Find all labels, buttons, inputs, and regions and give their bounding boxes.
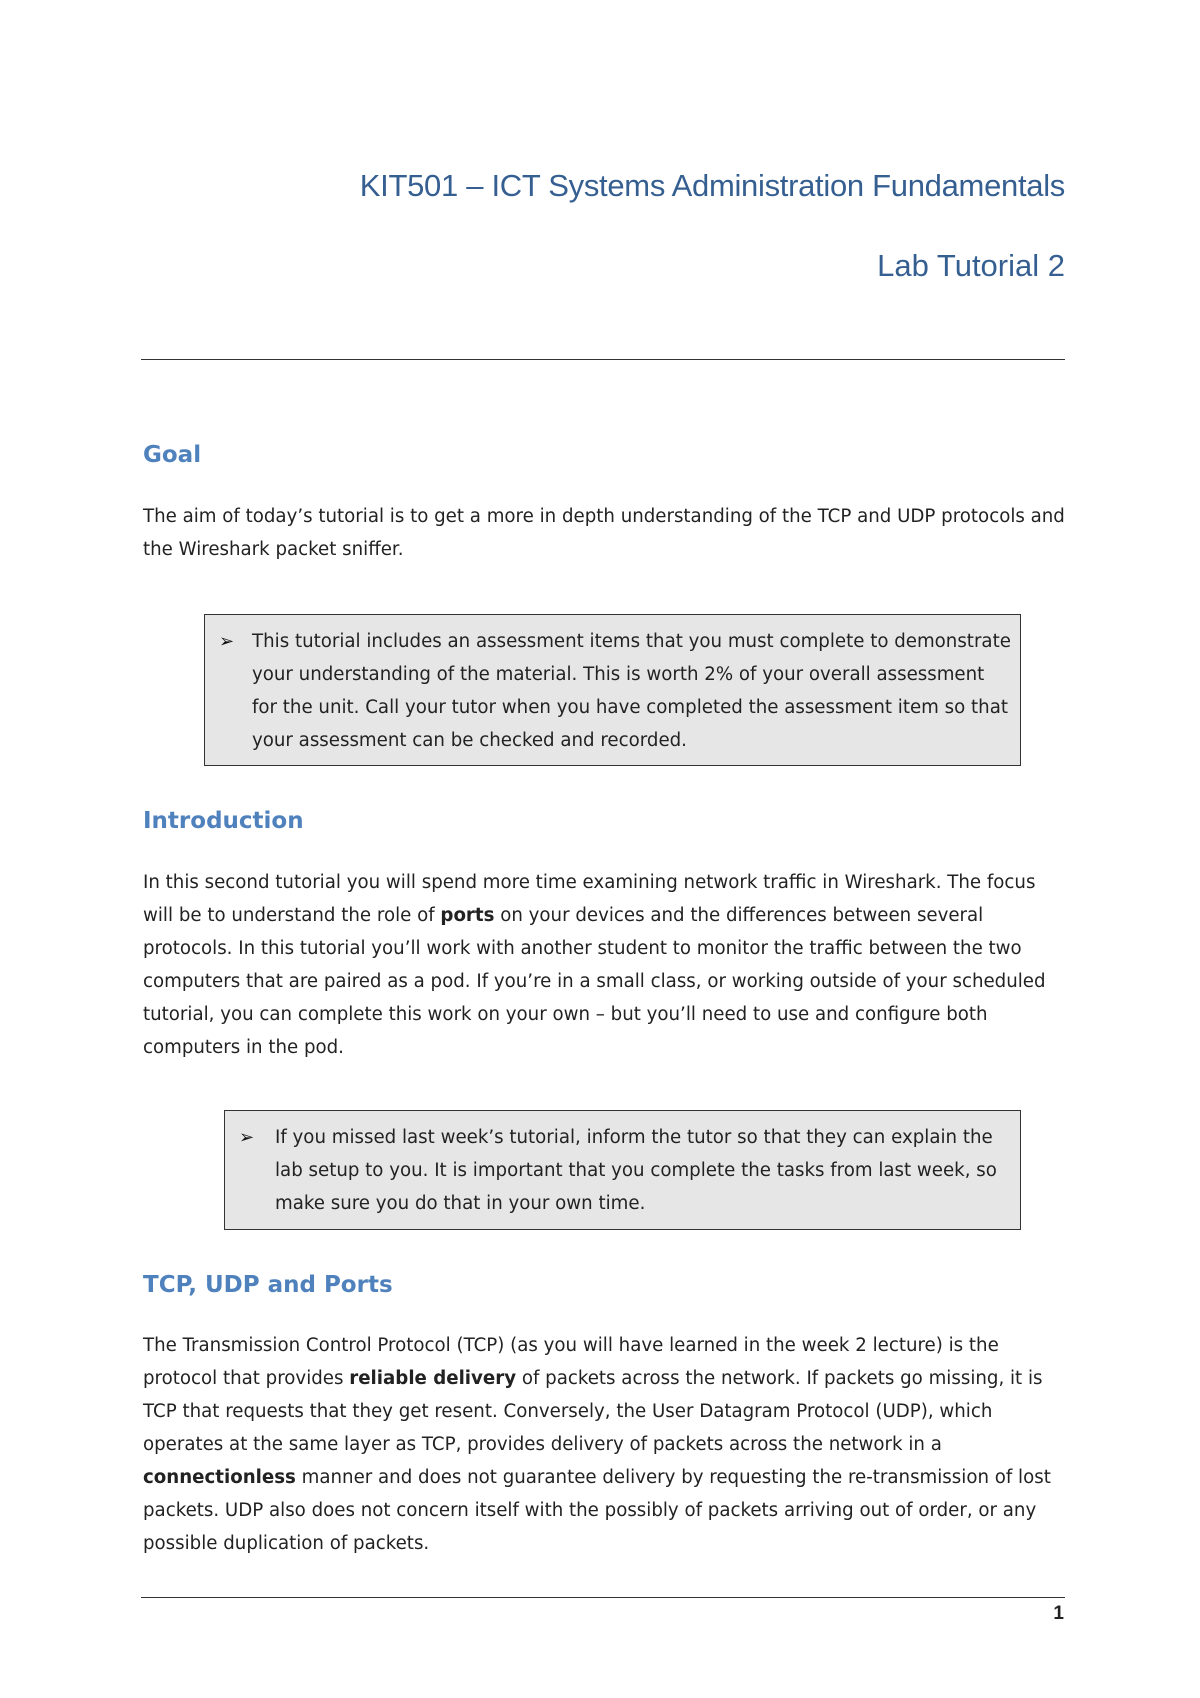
assessment-callout bbox=[204, 614, 1021, 766]
document-title: KIT501 – ICT Systems Administration Fundamentals bbox=[359, 168, 1065, 203]
introduction-text-1: In this second tutorial you will spend more time examining network traffic in Wireshark. The focus will be to understand the role of bbox=[143, 872, 1036, 926]
ports-emphasis: ports bbox=[440, 905, 495, 926]
reliable-delivery-emphasis: reliable delivery bbox=[349, 1368, 517, 1389]
missed-tutorial-callout-text: If you missed last week’s tutorial, inform the tutor so that they can explain the lab setup to you. It is important that you complete the tasks from last week, so make sure you do that in your own time. bbox=[275, 1127, 997, 1214]
introduction-heading: Introduction bbox=[143, 808, 304, 834]
introduction-paragraph bbox=[143, 866, 1068, 1064]
tcp-udp-paragraph bbox=[143, 1329, 1068, 1560]
goal-heading: Goal bbox=[143, 442, 202, 468]
tcp-udp-text-3: manner and does not guarantee delivery by requesting the re-transmission of lost packets. UDP also does not concern itself with the possibly of packets arriving out of order, or any possible duplication of packets. bbox=[143, 1467, 1051, 1554]
footer-divider bbox=[141, 1597, 1065, 1598]
tcp-udp-text-2: of packets across the network. If packets go missing, it is TCP that requests that they get resent. Conversely, the User Datagram Protocol (UDP), which operates at the same layer as TCP, provides delivery of packets across the network in a bbox=[143, 1368, 1043, 1455]
tcp-udp-text-1: The Transmission Control Protocol (TCP) (as you will have learned in the week 2 lecture) is the protocol that provides bbox=[143, 1335, 999, 1389]
document-subtitle: Lab Tutorial 2 bbox=[877, 248, 1065, 283]
header-divider bbox=[141, 359, 1065, 360]
introduction-text-2: on your devices and the differences between several protocols. In this tutorial you’ll work with another student to monitor the traffic between the two computers that are paired as a pod. If you’re in a small class, or working outside of your scheduled tutorial, you can complete this work on your own – but you’ll need to use and configure both computers in the pod. bbox=[143, 905, 1046, 1058]
tcp-udp-ports-heading: TCP, UDP and Ports bbox=[143, 1272, 393, 1298]
connectionless-emphasis: connectionless bbox=[143, 1467, 296, 1488]
assessment-callout-text: This tutorial includes an assessment items that you must complete to demonstrate your understanding of the material. This is worth 2% of your overall assessment for the unit. Call your tutor when you have completed the assessment item so that your assessment can be checked and recorded. bbox=[252, 631, 1011, 751]
missed-tutorial-callout bbox=[224, 1110, 1021, 1230]
goal-paragraph: The aim of today’s tutorial is to get a more in depth understanding of the TCP and UDP protocols and the Wireshark packet sniffer. bbox=[143, 506, 1065, 560]
arrow-bullet-icon: ➢ bbox=[239, 1127, 255, 1148]
arrow-bullet-icon: ➢ bbox=[219, 631, 235, 652]
page-number: 1 bbox=[1053, 1603, 1064, 1624]
